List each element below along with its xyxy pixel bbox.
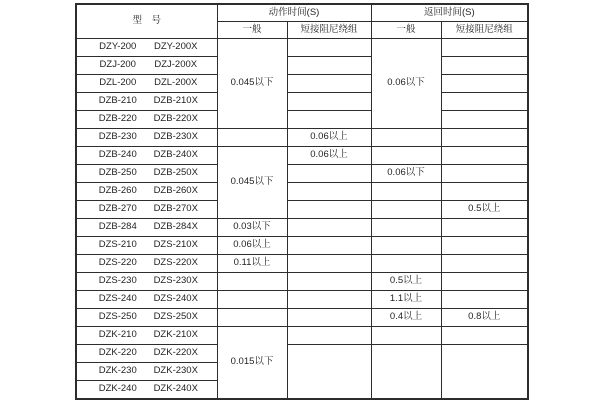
model-cell <box>76 273 217 291</box>
model-name-x: DZJ-200X <box>154 59 198 71</box>
table-row <box>76 129 528 147</box>
return-general-cell: 1.1以上 <box>371 291 441 309</box>
action-general-cell: 0.045以下 <box>217 147 287 219</box>
action-damping-cell <box>287 219 371 237</box>
model-name: DZS-240 <box>98 293 137 305</box>
col-header-model: 型 号 <box>76 4 217 39</box>
model-cell <box>76 201 217 219</box>
model-name-x: DZK-210X <box>153 329 198 341</box>
model-cell <box>76 147 217 165</box>
table-row <box>76 183 528 201</box>
col-header-action-general: 一般 <box>217 22 287 39</box>
return-damping-cell <box>441 75 528 93</box>
model-name-x: DZL-200X <box>154 77 198 89</box>
model-cell <box>76 57 217 75</box>
spec-table-body <box>76 39 528 400</box>
model-name-x: DZK-230X <box>153 365 198 377</box>
model-name: DZK-220 <box>98 347 137 359</box>
table-row <box>76 201 528 219</box>
return-damping-cell <box>441 165 528 183</box>
table-row <box>76 75 528 93</box>
model-name-x: DZY-200X <box>154 41 198 53</box>
model-name: DZB-270 <box>98 203 137 215</box>
action-general-cell <box>217 309 287 327</box>
model-name-x: DZB-260X <box>153 185 198 197</box>
return-damping-cell <box>441 39 528 57</box>
col-header-return-damping: 短接阻尼绕组 <box>441 22 528 39</box>
table-row <box>76 39 528 57</box>
table-row <box>76 165 528 183</box>
table-row <box>76 309 528 327</box>
action-damping-cell <box>287 39 371 57</box>
model-name-x: DZK-220X <box>153 347 198 359</box>
model-name-x: DZS-210X <box>153 239 198 251</box>
return-general-cell: 0.5以上 <box>371 273 441 291</box>
table-row <box>76 93 528 111</box>
model-name: DZB-240 <box>98 149 137 161</box>
model-name: DZS-220 <box>98 257 137 269</box>
action-damping-cell <box>287 183 371 201</box>
action-damping-cell <box>287 255 371 273</box>
action-damping-cell <box>287 237 371 255</box>
action-damping-cell <box>287 201 371 219</box>
model-name: DZS-230 <box>98 275 137 287</box>
return-general-cell <box>371 147 441 165</box>
action-damping-cell <box>287 309 371 327</box>
table-row <box>76 345 528 363</box>
return-damping-cell: 0.5以上 <box>441 201 528 219</box>
return-general-cell <box>371 219 441 237</box>
model-name-x: DZS-220X <box>153 257 198 269</box>
model-cell <box>76 345 217 363</box>
model-cell <box>76 219 217 237</box>
model-name-x: DZB-210X <box>153 95 198 107</box>
action-general-cell: 0.06以上 <box>217 237 287 255</box>
action-damping-cell <box>287 165 371 183</box>
table-row <box>76 147 528 165</box>
return-damping-cell <box>441 255 528 273</box>
model-name: DZK-230 <box>98 365 137 377</box>
model-name-x: DZB-284X <box>153 221 198 233</box>
return-general-cell <box>371 255 441 273</box>
return-general-cell: 0.06以下 <box>371 165 441 183</box>
return-general-cell <box>371 183 441 201</box>
model-name: DZB-250 <box>98 167 137 179</box>
spec-table <box>75 3 529 400</box>
model-name: DZB-260 <box>98 185 137 197</box>
model-cell <box>76 363 217 381</box>
return-damping-cell <box>441 57 528 75</box>
return-general-cell <box>371 201 441 219</box>
model-cell <box>76 255 217 273</box>
model-name: DZJ-200 <box>99 59 136 71</box>
return-damping-cell <box>441 147 528 165</box>
model-cell <box>76 111 217 129</box>
model-name-x: DZB-270X <box>153 203 198 215</box>
model-name: DZY-200 <box>99 41 137 53</box>
model-name: DZK-210 <box>98 329 137 341</box>
return-general-cell <box>371 345 441 400</box>
model-cell <box>76 75 217 93</box>
return-damping-cell <box>441 129 528 147</box>
action-damping-cell <box>287 345 371 400</box>
model-name: DZB-210 <box>98 95 137 107</box>
return-damping-cell <box>441 291 528 309</box>
return-general-cell <box>371 237 441 255</box>
model-cell <box>76 309 217 327</box>
action-damping-cell <box>287 327 371 345</box>
action-damping-cell <box>287 93 371 111</box>
return-damping-cell <box>441 93 528 111</box>
model-name-x: DZS-250X <box>153 311 198 323</box>
model-name: DZB-220 <box>98 113 137 125</box>
action-general-cell: 0.03以下 <box>217 219 287 237</box>
model-name-x: DZB-250X <box>153 167 198 179</box>
model-cell <box>76 381 217 400</box>
action-damping-cell: 0.06以上 <box>287 147 371 165</box>
model-name-x: DZB-230X <box>153 131 198 143</box>
return-general-cell: 0.4以上 <box>371 309 441 327</box>
model-cell <box>76 327 217 345</box>
return-general-cell <box>371 129 441 147</box>
model-name-x: DZK-240X <box>153 383 198 395</box>
return-damping-cell <box>441 237 528 255</box>
table-row <box>76 219 528 237</box>
model-cell <box>76 183 217 201</box>
model-name: DZS-250 <box>98 311 137 323</box>
model-name-x: DZB-240X <box>153 149 198 161</box>
action-general-cell <box>217 273 287 291</box>
model-name-x: DZB-220X <box>153 113 198 125</box>
model-cell <box>76 291 217 309</box>
return-damping-cell <box>441 327 528 345</box>
action-damping-cell <box>287 273 371 291</box>
return-damping-cell <box>441 219 528 237</box>
col-header-return-general: 一般 <box>371 22 441 39</box>
return-general-cell <box>371 327 441 345</box>
model-cell <box>76 39 217 57</box>
action-damping-cell <box>287 111 371 129</box>
model-name: DZB-284 <box>98 221 137 233</box>
col-header-action-damping: 短接阻尼绕组 <box>287 22 371 39</box>
return-damping-cell: 0.8以上 <box>441 309 528 327</box>
model-name: DZS-210 <box>98 239 137 251</box>
model-name-x: DZS-230X <box>153 275 198 287</box>
table-row <box>76 57 528 75</box>
action-general-cell: 0.045以下 <box>217 39 287 129</box>
action-damping-cell <box>287 291 371 309</box>
model-name: DZK-240 <box>98 383 137 395</box>
return-general-cell: 0.06以下 <box>371 39 441 129</box>
table-row <box>76 237 528 255</box>
table-row <box>76 273 528 291</box>
model-cell <box>76 165 217 183</box>
model-name-x: DZS-240X <box>153 293 198 305</box>
col-header-return-time: 返回时间(S) <box>371 4 528 22</box>
action-general-cell: 0.015以下 <box>217 327 287 400</box>
return-damping-cell <box>441 111 528 129</box>
table-row <box>76 255 528 273</box>
model-cell <box>76 93 217 111</box>
table-row <box>76 327 528 345</box>
action-damping-cell <box>287 75 371 93</box>
action-general-cell <box>217 291 287 309</box>
action-damping-cell: 0.06以上 <box>287 129 371 147</box>
table-row <box>76 291 528 309</box>
model-name: DZB-230 <box>98 131 137 143</box>
return-damping-cell <box>441 183 528 201</box>
action-damping-cell <box>287 57 371 75</box>
table-row <box>76 111 528 129</box>
return-damping-cell <box>441 273 528 291</box>
model-cell <box>76 129 217 147</box>
model-cell <box>76 237 217 255</box>
action-general-cell <box>217 129 287 147</box>
col-header-action-time: 动作时间(S) <box>217 4 371 22</box>
return-damping-cell <box>441 345 528 400</box>
model-name: DZL-200 <box>99 77 137 89</box>
action-general-cell: 0.11以上 <box>217 255 287 273</box>
